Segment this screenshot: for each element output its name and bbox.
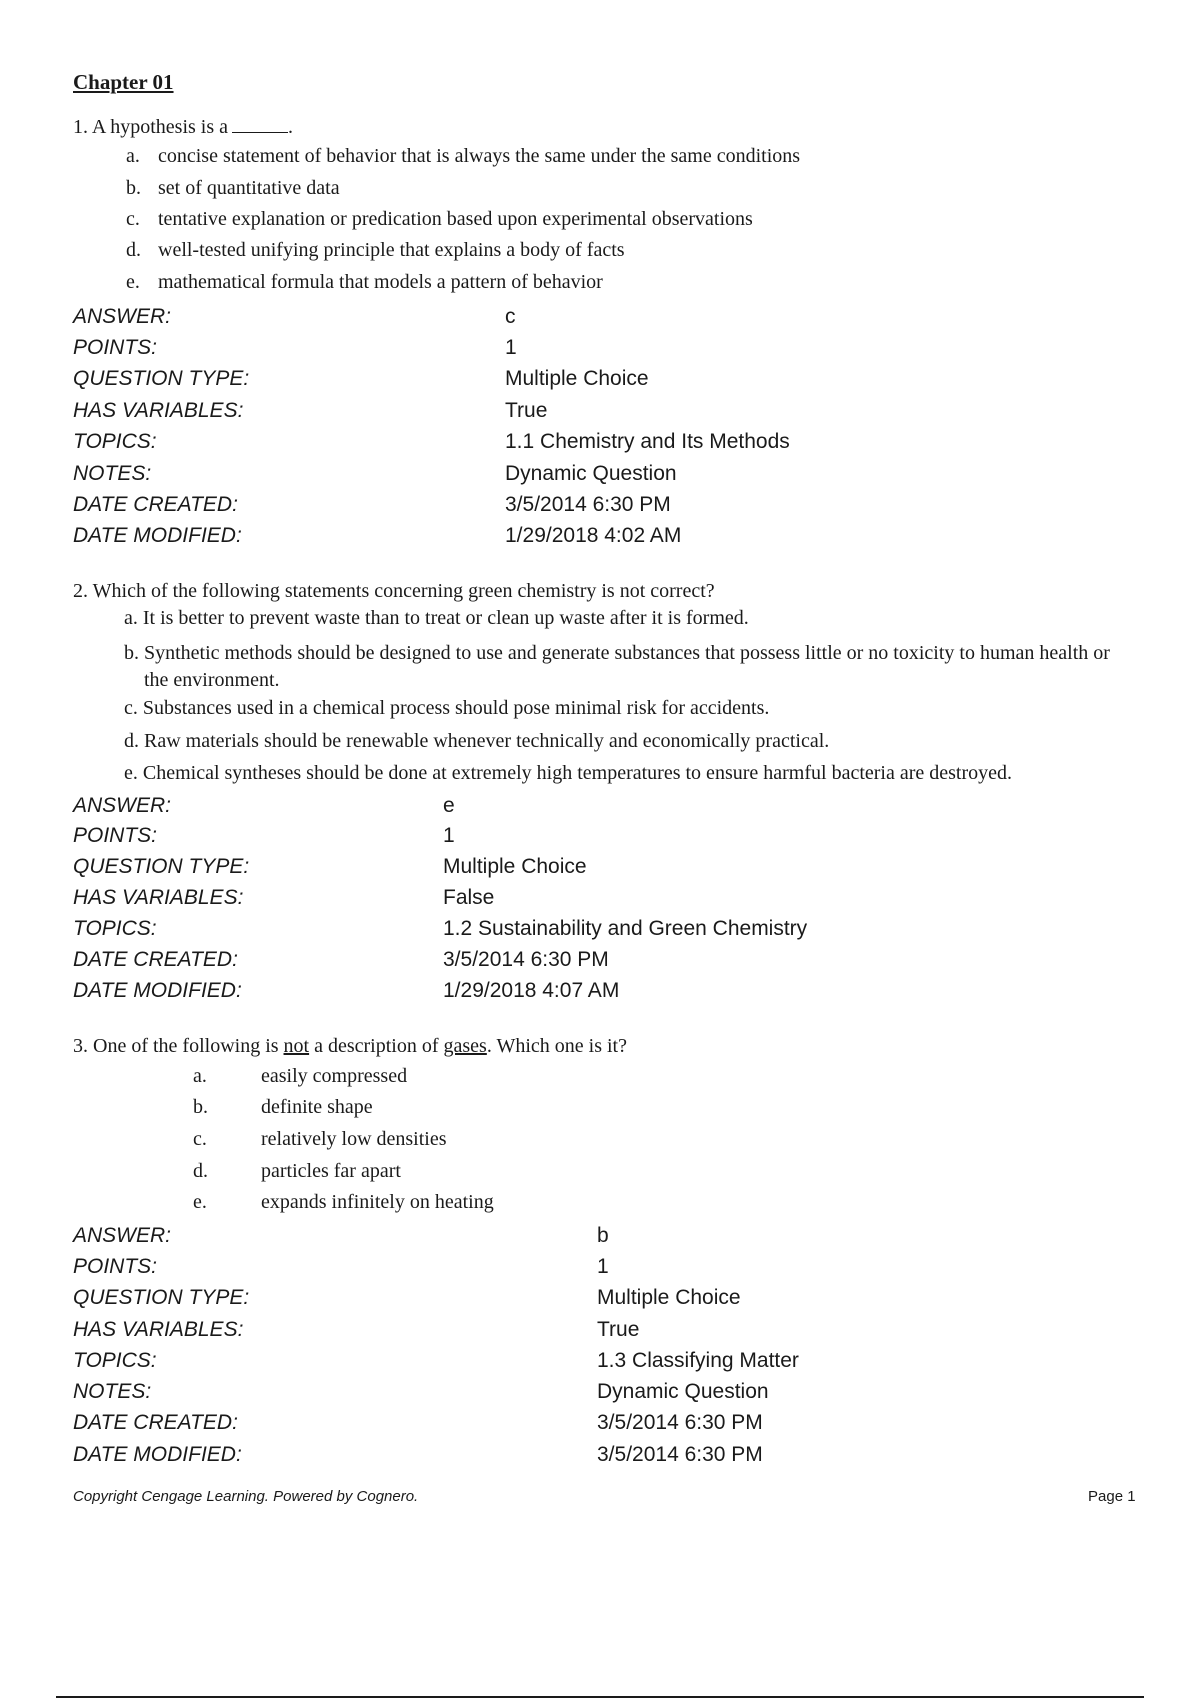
question-2-prompt: 2. Which of the following statements concerning green chemistry is not correct?: [73, 580, 715, 602]
question-1-option: e. mathematical formula that models a pattern of behavior: [126, 271, 603, 293]
meta-label: ANSWER:: [73, 794, 172, 817]
question-2-option: c. Substances used in a chemical process should pose minimal risk for accidents.: [124, 697, 770, 719]
emphasis-not: not: [283, 1035, 310, 1057]
question-1-prompt-end: .: [288, 116, 294, 138]
meta-label: DATE MODIFIED:: [73, 979, 242, 1002]
meta-label: QUESTION TYPE:: [73, 367, 250, 390]
meta-value: 1: [505, 336, 517, 359]
meta-value: Dynamic Question: [597, 1380, 769, 1403]
meta-label: TOPICS:: [73, 917, 157, 940]
question-3-option: c. relatively low densities: [193, 1128, 447, 1150]
meta-value: 3/5/2014 6:30 PM: [597, 1411, 763, 1434]
meta-label: ANSWER:: [73, 305, 172, 328]
question-3-option: a. easily compressed: [193, 1065, 408, 1087]
meta-value: True: [505, 399, 548, 422]
meta-value: Multiple Choice: [505, 367, 649, 390]
question-1-option: a. concise statement of behavior that is always the same under the same conditions: [126, 145, 801, 167]
meta-label: DATE MODIFIED:: [73, 524, 242, 547]
meta-label: ANSWER:: [73, 1224, 172, 1247]
meta-value: 1: [443, 824, 455, 847]
meta-value: 1/29/2018 4:02 AM: [505, 524, 682, 547]
meta-label: QUESTION TYPE:: [73, 1286, 250, 1309]
answer-blank: [232, 131, 288, 133]
meta-value: 3/5/2014 6:30 PM: [597, 1443, 763, 1466]
meta-label: HAS VARIABLES:: [73, 1318, 244, 1341]
meta-label: DATE CREATED:: [73, 1411, 238, 1434]
meta-label: DATE CREATED:: [73, 493, 238, 516]
meta-label: QUESTION TYPE:: [73, 855, 250, 878]
meta-value: 1/29/2018 4:07 AM: [443, 979, 620, 1002]
question-3-prompt: 3. One of the following is not a description of gases. Which one is it?: [73, 1035, 627, 1057]
emphasis-gases: gases: [443, 1035, 487, 1057]
meta-label: POINTS:: [73, 336, 158, 359]
meta-label: DATE CREATED:: [73, 948, 238, 971]
meta-label: TOPICS:: [73, 430, 157, 453]
question-1-option: b. set of quantitative data: [126, 177, 340, 199]
meta-value: False: [443, 886, 495, 909]
question-3-option: b. definite shape: [193, 1096, 373, 1118]
meta-label: HAS VARIABLES:: [73, 399, 244, 422]
meta-value: 1.1 Chemistry and Its Methods: [505, 430, 790, 453]
meta-value: True: [597, 1318, 640, 1341]
meta-value: 3/5/2014 6:30 PM: [443, 948, 609, 971]
question-2-option: a. It is better to prevent waste than to treat or clean up waste after it is formed.: [124, 607, 749, 629]
meta-value: 3/5/2014 6:30 PM: [505, 493, 671, 516]
meta-value: 1.3 Classifying Matter: [597, 1349, 799, 1372]
meta-value: b: [597, 1224, 609, 1247]
meta-value: e: [443, 794, 455, 817]
footer-copyright: Copyright Cengage Learning. Powered by Cognero.: [73, 1488, 419, 1505]
meta-label: HAS VARIABLES:: [73, 886, 244, 909]
meta-label: POINTS:: [73, 1255, 158, 1278]
question-2-option: e. Chemical syntheses should be done at extremely high temperatures to ensure harmful bacteria are destroyed.: [124, 762, 1013, 784]
question-2-option: d. Raw materials should be renewable whenever technically and economically practical.: [124, 730, 830, 752]
meta-value: Multiple Choice: [443, 855, 587, 878]
meta-label: NOTES:: [73, 462, 152, 485]
chapter-title: Chapter 01: [73, 70, 174, 94]
meta-label: NOTES:: [73, 1380, 152, 1403]
meta-value: 1.2 Sustainability and Green Chemistry: [443, 917, 808, 940]
meta-value: 1: [597, 1255, 609, 1278]
meta-label: DATE MODIFIED:: [73, 1443, 242, 1466]
question-3-option: d. particles far apart: [193, 1160, 401, 1182]
question-3-option: e. expands infinitely on heating: [193, 1191, 494, 1213]
question-2-option: b. Synthetic methods should be designed to use and generate substances that possess little or no toxicity to human health or the environment.: [124, 642, 1110, 691]
meta-label: TOPICS:: [73, 1349, 157, 1372]
meta-value: Multiple Choice: [597, 1286, 741, 1309]
page-number: Page 1: [1088, 1488, 1136, 1505]
question-1-prompt-text: 1. A hypothesis is a: [73, 116, 229, 138]
meta-value: Dynamic Question: [505, 462, 677, 485]
bottom-divider: [56, 1696, 1144, 1698]
meta-label: POINTS:: [73, 824, 158, 847]
question-1-option: d. well-tested unifying principle that explains a body of facts: [126, 239, 625, 261]
question-1-option: c. tentative explanation or predication based upon experimental observations: [126, 208, 753, 230]
meta-value: c: [505, 305, 516, 328]
question-1-prompt: [73, 116, 293, 139]
